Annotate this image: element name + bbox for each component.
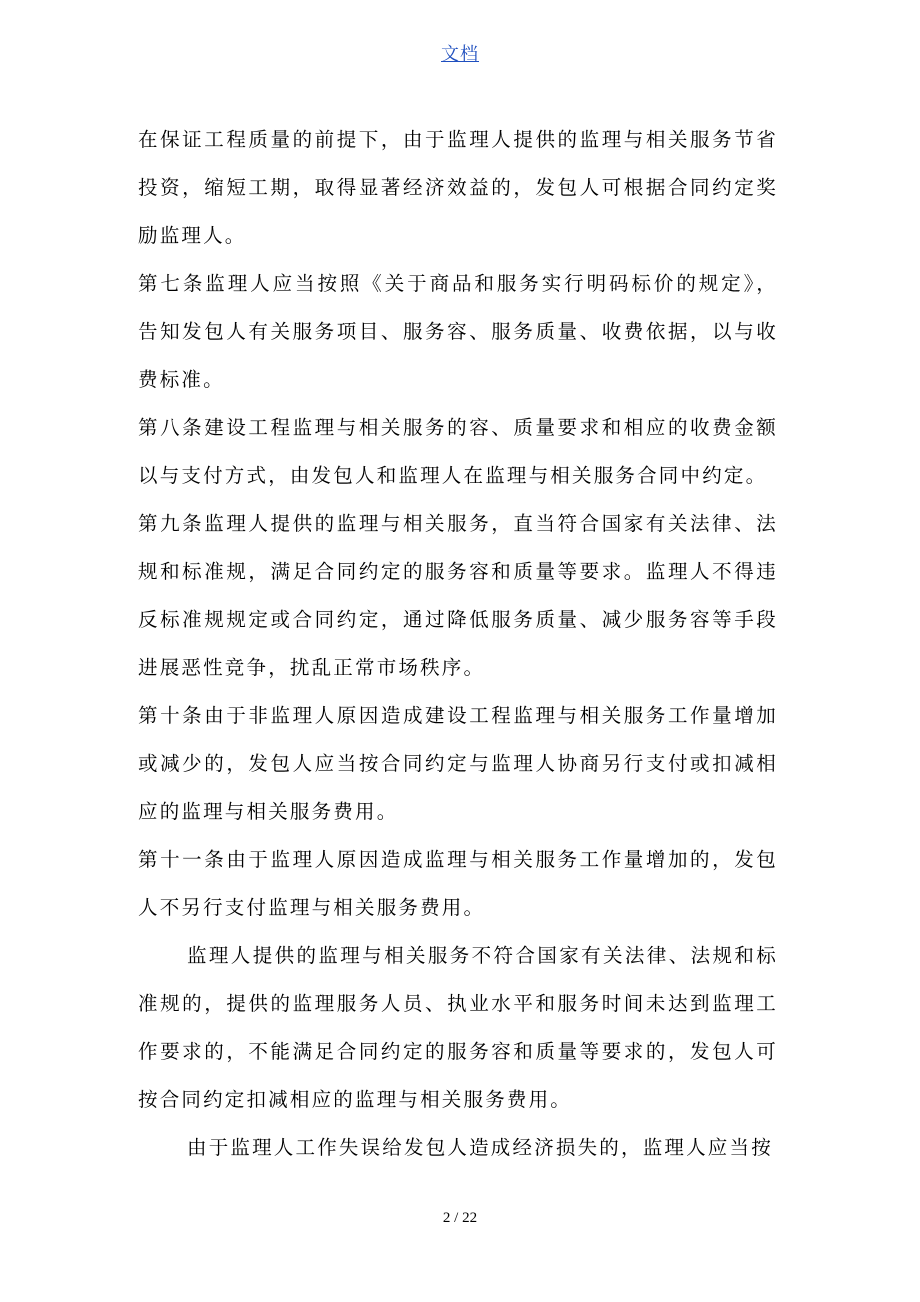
- paragraph-article-10: 第十条由于非监理人原因造成建设工程监理与相关服务工作量增加或减少的，发包人应当按合同约定与监理人协商另行支付或扣减相应的监理与相关服务费用。: [138, 704, 778, 823]
- paragraph-reward-clause: 在保证工程质量的前提下，由于监理人提供的监理与相关服务节省投资，缩短工期，取得显著经济效益的，发包人可根据合同约定奖励监理人。: [138, 128, 778, 247]
- paragraph-article-11: 第十一条由于监理人原因造成监理与相关服务工作量增加的，发包人不另行支付监理与相关服务费用。: [138, 848, 778, 919]
- paragraph-article-7: 第七条监理人应当按照《关于商品和服务实行明码标价的规定》，告知发包人有关服务项目、服务容、服务质量、收费依据，以与收费标准。: [138, 272, 778, 391]
- document-header-label: 文档: [441, 44, 479, 65]
- paragraph-liability: 由于监理人工作失误给发包人造成经济损失的，监理人应当按: [187, 1136, 773, 1159]
- paragraph-article-8: 第八条建设工程监理与相关服务的容、质量要求和相应的收费金额以与支付方式，由发包人和监理人在监理与相关服务合同中约定。: [138, 416, 778, 487]
- document-body: [138, 116, 778, 1172]
- paragraph-service-deduction: 监理人提供的监理与相关服务不符合国家有关法律、法规和标准规的，提供的监理服务人员、执业水平和服务时间未达到监理工作要求的，不能满足合同约定的服务容和质量等要求的，发包人可按合同约定扣减相应的监理与相关服务费用。: [138, 944, 778, 1111]
- page-number: 2 / 22: [442, 1210, 478, 1226]
- paragraph-article-9: 第九条监理人提供的监理与相关服务，直当符合国家有关法律、法规和标准规，满足合同约定的服务容和质量等要求。监理人不得违反标准规规定或合同约定，通过降低服务质量、减少服务容等手段进展恶性竞争，扰乱正常市场秩序。: [138, 512, 778, 679]
